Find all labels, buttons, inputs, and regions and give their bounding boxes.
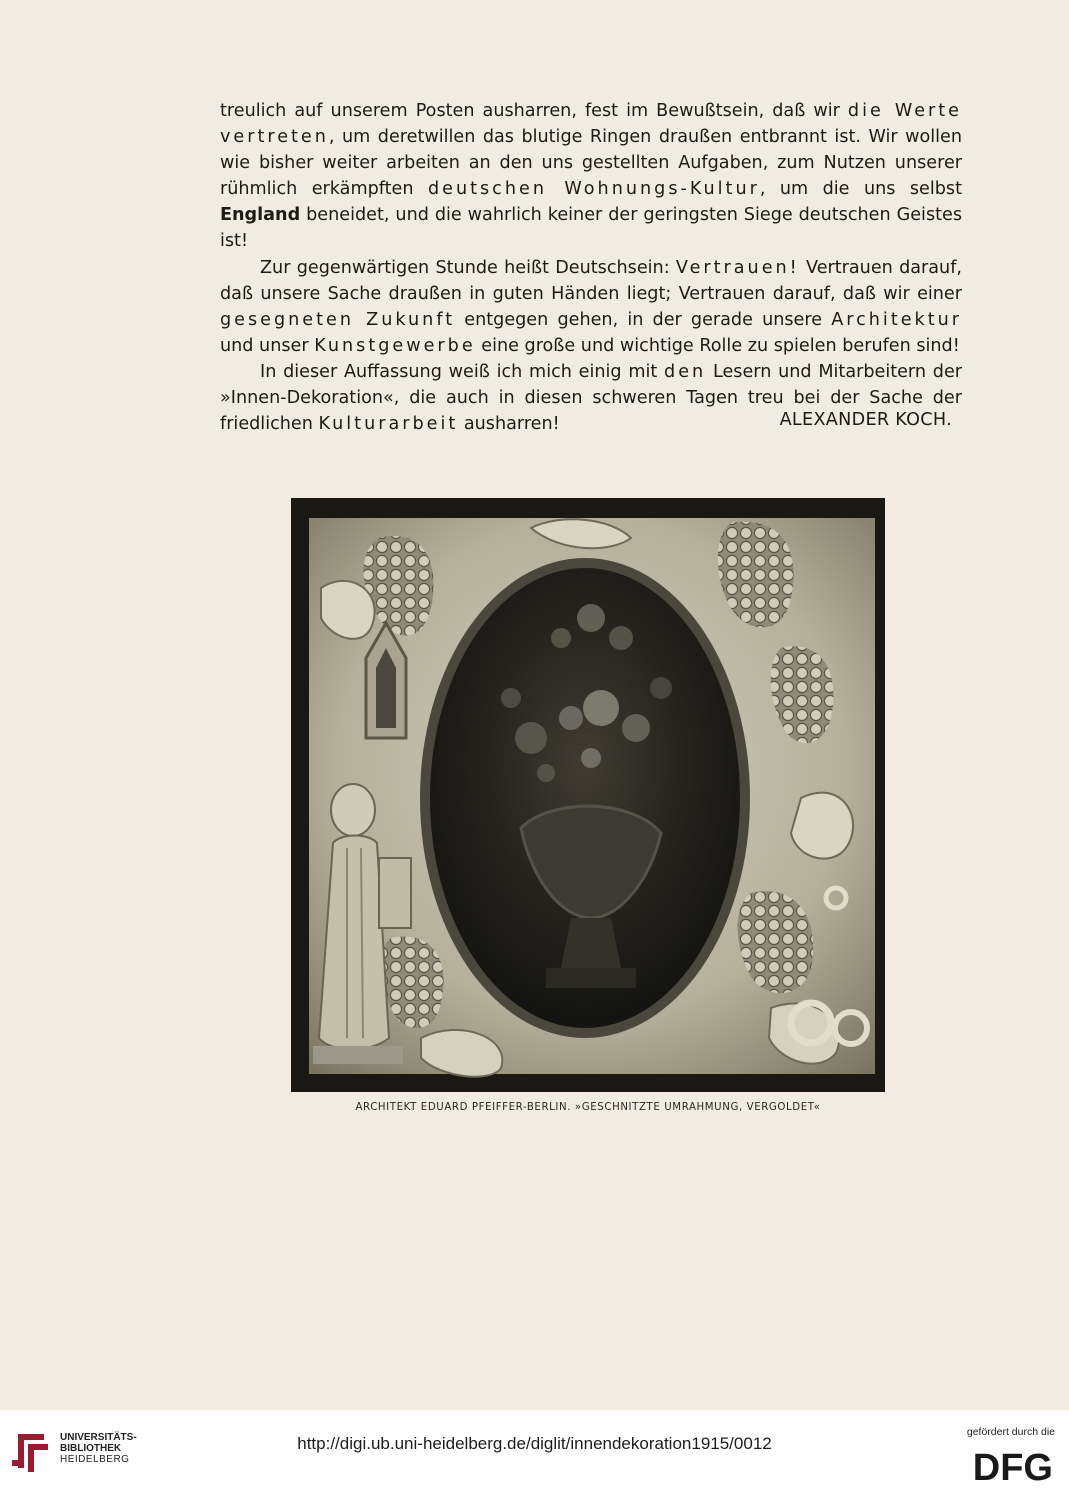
digitization-footer bbox=[0, 1410, 1069, 1490]
text-run: England bbox=[220, 205, 301, 226]
dfg-text: DFG bbox=[972, 1448, 1053, 1484]
funding-label: gefördert durch die bbox=[966, 1426, 1055, 1438]
text-run: Zur gegenwärtigen Stunde heißt Deutschsein: bbox=[260, 257, 676, 278]
text-run: entgegen gehen, in der gerade unsere bbox=[455, 309, 832, 330]
photo-caption: ARCHITEKT EDUARD PFEIFFER-BERLIN. »GESCHNITZTE UMRAHMUNG, VERGOLDET« bbox=[355, 1102, 821, 1113]
text-run: ausharren! bbox=[458, 414, 560, 435]
text-run: In dieser Auffassung weiß ich mich einig mit bbox=[260, 361, 665, 382]
text-run: die Werte vertreten bbox=[220, 101, 962, 148]
text-run: deutschen Wohnungs-Kultur bbox=[427, 179, 760, 200]
author-signature: ALEXANDER KOCH. bbox=[779, 410, 952, 430]
article-text bbox=[220, 98, 962, 437]
text-run: Lesern und Mitarbeitern der »Innen-Dekoration«, die auch in diesen schweren Tagen treu bei der Sache der friedlichen bbox=[220, 361, 962, 435]
text-run: Vertrauen darauf, daß unsere Sache draußen in guten Händen liegt; Vertrauen darauf, daß wir einer bbox=[220, 257, 962, 304]
text-run: Kulturarbeit bbox=[318, 414, 459, 435]
frame-photo-illustration bbox=[291, 498, 885, 1092]
dfg-logo bbox=[945, 1420, 1055, 1486]
library-name-line1: UNIVERSITÄTS- bbox=[60, 1432, 137, 1443]
paragraph-1 bbox=[220, 98, 962, 255]
text-run: Kunstgewerbe bbox=[314, 335, 476, 356]
carved-frame-photograph bbox=[291, 498, 885, 1092]
library-name-line3: HEIDELBERG bbox=[60, 1454, 130, 1465]
source-url-link[interactable]: http://digi.ub.uni-heidelberg.de/diglit/innendekoration1915/0012 bbox=[297, 1434, 772, 1453]
dfg-wordmark bbox=[951, 1448, 1055, 1484]
text-run: beneidet, und die wahrlich keiner der geringsten Siege deutschen Geistes ist! bbox=[220, 205, 962, 252]
text-run: und unser bbox=[220, 335, 315, 356]
text-run: Architektur bbox=[831, 309, 963, 330]
text-run: den bbox=[664, 361, 707, 382]
text-run: Vertrauen! bbox=[675, 257, 800, 278]
text-run: , um die uns selbst bbox=[759, 179, 962, 200]
text-run: gesegneten Zukunft bbox=[220, 309, 456, 330]
text-run: eine große und wichtige Rolle zu spielen berufen sind! bbox=[475, 335, 960, 356]
paragraph-2 bbox=[220, 255, 962, 359]
text-run: , um deretwillen das blutige Ringen draußen entbrannt ist. Wir wollen wie bisher weiter arbeiten an den uns gestellten Aufgaben, zum Nutzen unserer rühmlich erkämpften bbox=[220, 127, 962, 200]
text-run: treulich auf unserem Posten ausharren, fest im Bewußtsein, daß wir bbox=[220, 101, 848, 121]
library-name-line2: BIBLIOTHEK bbox=[60, 1443, 122, 1454]
